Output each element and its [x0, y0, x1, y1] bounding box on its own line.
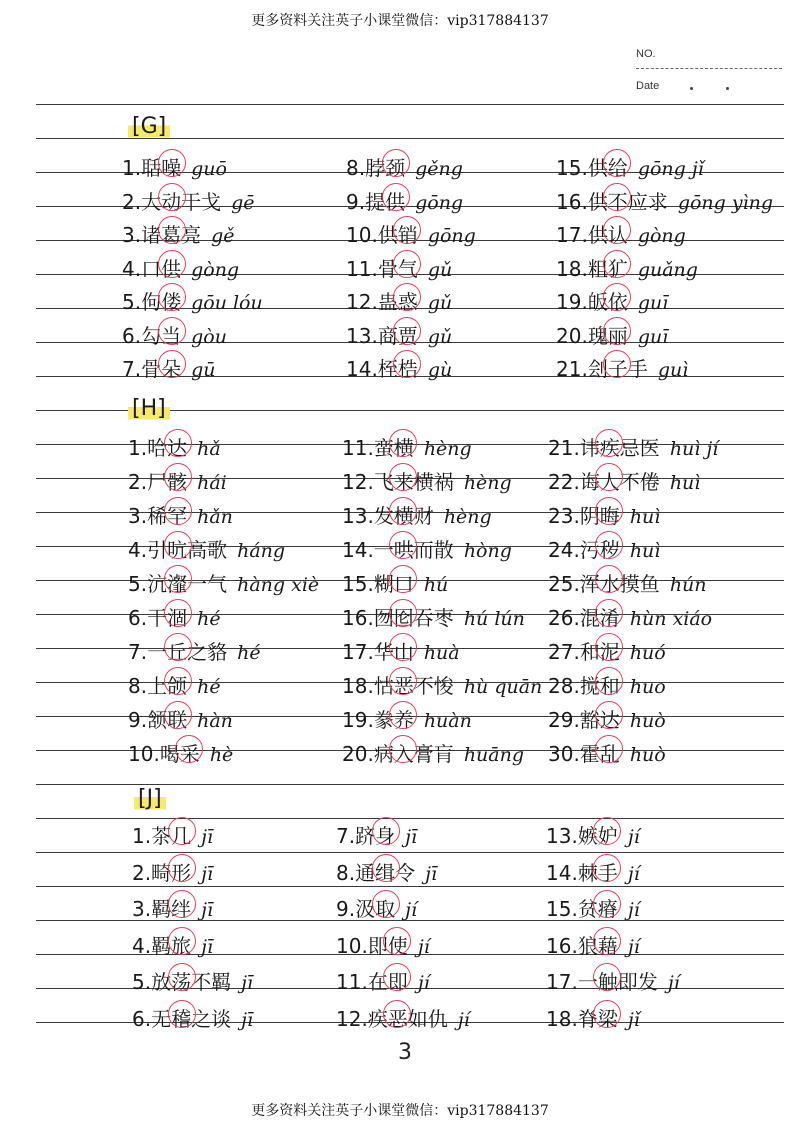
entry-number: 21.: [548, 436, 580, 460]
entry-pinyin: huì: [629, 506, 661, 528]
word-entry: [128, 500, 233, 529]
word-entry: [556, 219, 686, 248]
date-dot: [726, 87, 729, 90]
entry-number: 27.: [548, 640, 580, 664]
entry-pinyin: hé: [197, 676, 221, 698]
word-entry: [128, 432, 221, 461]
entry-number: 11.: [342, 436, 374, 460]
entry-number: 3.: [132, 897, 152, 921]
word-entry: [132, 893, 213, 922]
entry-number: 20.: [556, 323, 588, 348]
entry-pinyin: huì: [669, 472, 701, 494]
entry-number: 5.: [122, 290, 142, 314]
word-entry: [336, 1003, 470, 1032]
entry-word: 桎梏: [377, 357, 418, 381]
word-entry: [132, 1003, 253, 1032]
word-entry: [556, 152, 704, 181]
entry-number: 18.: [342, 674, 374, 698]
entry-pinyin: hǎn: [197, 506, 233, 528]
entry-number: 19.: [342, 708, 374, 732]
entry-number: 15.: [342, 572, 374, 596]
entry-word: 华山: [373, 640, 414, 664]
word-entry: [546, 893, 640, 922]
ruled-line: [36, 852, 784, 853]
entry-pinyin: hùn xiáo: [629, 608, 713, 630]
entry-number: 20.: [342, 742, 374, 766]
entry-word: 棘手: [577, 860, 618, 885]
entry-word: 茶几: [151, 824, 192, 848]
word-entry: [556, 320, 668, 349]
entry-number: 29.: [548, 708, 580, 732]
entry-number: 5.: [128, 572, 148, 596]
entry-word: 哈达: [147, 436, 188, 460]
entry-number: 13.: [346, 323, 378, 348]
word-entry: [122, 152, 227, 181]
entry-word: 商贾: [377, 323, 418, 348]
entry-pinyin: huàn: [423, 710, 472, 732]
entry-word: 诲人不倦: [579, 470, 660, 494]
entry-pinyin: huà: [423, 642, 460, 664]
word-entry: [556, 353, 688, 382]
word-entry: [132, 930, 213, 959]
entry-number: 4.: [132, 933, 152, 958]
entry-pinyin: gōng: [427, 225, 476, 247]
page-number: 3: [398, 1040, 412, 1065]
entry-word: 糊口: [373, 572, 414, 596]
entry-number: 14.: [342, 538, 374, 562]
entry-word: 供给: [587, 156, 628, 180]
word-entry: [548, 534, 660, 563]
entry-word: 蛮横: [373, 436, 414, 460]
entry-pinyin: jī: [241, 1008, 254, 1031]
word-entry: [548, 670, 666, 699]
entry-word: 粗犷: [587, 256, 628, 281]
entry-pinyin: gǔ: [427, 292, 453, 314]
entry-word: 上颌: [147, 674, 188, 698]
entry-word: 稀罕: [147, 504, 188, 528]
entry-pinyin: hé: [197, 608, 221, 630]
entry-word: 羁旅: [151, 933, 192, 958]
entry-pinyin: huò: [629, 744, 666, 766]
entry-pinyin: hún: [669, 574, 707, 596]
entry-number: 7.: [336, 824, 356, 848]
word-entry: [548, 568, 707, 597]
entry-number: 5.: [132, 970, 152, 994]
entry-word: 勾当: [141, 323, 182, 348]
word-entry: [346, 152, 463, 181]
entry-pinyin: gě: [211, 225, 235, 247]
entry-number: 6.: [128, 606, 148, 630]
entry-number: 11.: [336, 970, 368, 994]
entry-number: 6.: [122, 323, 142, 348]
word-entry: [556, 253, 698, 282]
entry-pinyin: hái: [197, 472, 227, 494]
entry-pinyin: hù quān: [463, 676, 543, 698]
ruled-line: [36, 784, 784, 785]
word-entry: [346, 286, 452, 315]
entry-number: 13.: [342, 504, 374, 528]
watermark-top: 更多资料关注英子小课堂微信：vip317884137: [251, 13, 549, 29]
entry-pinyin: guī: [637, 292, 669, 314]
entry-pinyin: gěng: [415, 158, 463, 180]
word-entry: [336, 893, 417, 922]
entry-word: 讳疾忌医: [579, 436, 660, 460]
entry-pinyin: guǎng: [637, 258, 698, 281]
word-entry: [128, 636, 261, 665]
entry-word: 干涸: [147, 606, 188, 630]
entry-pinyin: gù: [427, 359, 453, 381]
entry-number: 17.: [342, 640, 374, 664]
word-entry: [122, 253, 239, 282]
entry-word: 瑰丽: [587, 323, 628, 348]
entry-number: 26.: [548, 606, 580, 630]
entry-pinyin: guì: [657, 359, 689, 381]
entry-pinyin: jī: [241, 972, 254, 994]
word-entry: [128, 670, 221, 699]
entry-number: 14.: [346, 357, 378, 381]
entry-pinyin: jī: [425, 862, 438, 885]
entry-word: 口供: [141, 256, 182, 281]
entry-number: 8.: [336, 860, 356, 885]
word-entry: [548, 466, 700, 495]
word-entry: [122, 219, 235, 248]
entry-number: 8.: [128, 674, 148, 698]
entry-pinyin: gōng: [415, 191, 464, 214]
watermark-bottom: 更多资料关注英子小课堂微信：vip317884137: [251, 1103, 549, 1119]
entry-number: 12.: [346, 290, 378, 314]
entry-number: 3.: [128, 504, 148, 528]
entry-number: 16.: [556, 189, 588, 214]
entry-pinyin: huò: [629, 710, 666, 732]
word-entry: [132, 820, 213, 849]
entry-pinyin: gòng: [191, 258, 240, 281]
entry-word: 浑水摸鱼: [579, 572, 660, 596]
word-entry: [342, 466, 512, 495]
entry-word: 脖颈: [365, 156, 406, 180]
section-label-g: [G]: [128, 114, 170, 139]
entry-word: 怙恶不悛: [373, 674, 454, 698]
entry-pinyin: huì jí: [669, 438, 719, 460]
entry-word: 疾恶如仇: [367, 1006, 448, 1031]
entry-pinyin: huó: [629, 642, 666, 664]
entry-pinyin: jī: [201, 826, 214, 848]
entry-number: 21.: [556, 357, 588, 381]
entry-word: 阴晦: [579, 504, 620, 528]
word-entry: [346, 186, 463, 215]
entry-number: 19.: [556, 290, 588, 314]
word-entry: [336, 966, 430, 995]
entry-word: 病入膏肓: [373, 742, 454, 766]
entry-pinyin: hàn: [197, 710, 233, 732]
entry-pinyin: jī: [201, 862, 214, 885]
word-entry: [546, 1003, 640, 1032]
entry-word: 颔联: [147, 708, 188, 732]
entry-number: 10.: [336, 933, 368, 958]
entry-number: 15.: [556, 156, 588, 180]
entry-word: 一哄而散: [373, 538, 454, 562]
entry-number: 17.: [556, 223, 588, 247]
entry-number: 4.: [122, 256, 142, 281]
ruled-line: [36, 886, 784, 887]
entry-number: 14.: [546, 860, 578, 885]
entry-pinyin: gǔ: [427, 258, 453, 281]
word-entry: [336, 857, 437, 886]
word-entry: [548, 602, 712, 631]
word-entry: [342, 432, 472, 461]
entry-number: 1.: [128, 436, 148, 460]
ruled-line: [36, 104, 784, 105]
word-entry: [548, 636, 666, 665]
entry-pinyin: hòng: [463, 540, 512, 562]
entry-pinyin: hèng: [443, 506, 492, 528]
entry-word: 聒噪: [141, 156, 182, 180]
entry-word: 通缉令: [355, 860, 416, 885]
entry-pinyin: jí: [405, 899, 418, 921]
word-entry: [132, 966, 253, 995]
entry-number: 2.: [128, 470, 148, 494]
entry-pinyin: gōu lóu: [191, 292, 263, 314]
word-entry: [548, 500, 660, 529]
entry-number: 1.: [122, 156, 142, 180]
entry-word: 跻身: [355, 824, 396, 848]
word-entry: [346, 353, 452, 382]
entry-pinyin: gòu: [191, 325, 227, 348]
word-entry: [346, 219, 476, 248]
word-entry: [556, 186, 773, 215]
entry-pinyin: huì: [629, 540, 661, 562]
section-label-j: [J]: [134, 786, 166, 811]
entry-pinyin: gōng yìng: [677, 191, 774, 214]
word-entry: [548, 432, 718, 461]
entry-word: 在即: [367, 970, 408, 994]
entry-number: 22.: [548, 470, 580, 494]
word-entry: [546, 966, 680, 995]
entry-number: 7.: [128, 640, 148, 664]
section-label-h: [H]: [128, 396, 170, 421]
word-entry: [336, 930, 430, 959]
entry-word: 供不应求: [587, 189, 668, 214]
entry-number: 12.: [342, 470, 374, 494]
entry-word: 豢养: [373, 708, 414, 732]
header-date-label: Date: [636, 80, 660, 92]
word-entry: [556, 286, 668, 315]
entry-pinyin: gǔ: [427, 325, 453, 348]
word-entry: [342, 500, 492, 529]
entry-word: 骨气: [377, 256, 418, 281]
word-entry: [342, 568, 448, 597]
entry-word: 污秽: [579, 538, 620, 562]
entry-pinyin: jí: [417, 935, 430, 958]
entry-pinyin: jí: [627, 899, 640, 921]
entry-word: 无稽之谈: [151, 1006, 232, 1031]
word-entry: [128, 738, 233, 767]
word-entry: [546, 930, 640, 959]
word-entry: [342, 534, 512, 563]
word-entry: [122, 320, 227, 349]
entry-pinyin: hàng xiè: [237, 574, 320, 596]
entry-number: 15.: [546, 897, 578, 921]
word-entry: [342, 636, 460, 665]
word-entry: [122, 286, 263, 315]
entry-word: 霍乱: [579, 742, 620, 766]
entry-word: 尸骸: [147, 470, 188, 494]
word-entry: [122, 186, 255, 215]
entry-number: 23.: [548, 504, 580, 528]
entry-pinyin: guō: [191, 158, 227, 180]
entry-word: 蛊惑: [377, 290, 418, 314]
entry-pinyin: jí: [667, 972, 680, 994]
entry-number: 4.: [128, 538, 148, 562]
entry-number: 2.: [132, 860, 152, 885]
ruled-line: [36, 818, 784, 819]
word-entry: [546, 820, 640, 849]
entry-word: 和泥: [579, 640, 620, 664]
entry-word: 大动干戈: [141, 189, 222, 214]
entry-pinyin: jí: [457, 1008, 470, 1031]
no-dashed-line: [636, 68, 782, 69]
entry-number: 10.: [128, 742, 160, 766]
entry-word: 供认: [587, 223, 628, 247]
entry-number: 6.: [132, 1006, 152, 1031]
entry-word: 发横财: [373, 504, 434, 528]
entry-word: 脊梁: [577, 1006, 618, 1031]
entry-word: 嫉妒: [577, 824, 618, 848]
entry-word: 一触即发: [577, 970, 658, 994]
entry-number: 30.: [548, 742, 580, 766]
word-entry: [342, 704, 472, 733]
word-entry: [548, 704, 666, 733]
entry-pinyin: huāng: [463, 744, 525, 766]
entry-pinyin: hèng: [463, 472, 512, 494]
entry-number: 3.: [122, 223, 142, 247]
entry-number: 12.: [336, 1006, 368, 1031]
entry-word: 皈依: [587, 290, 628, 314]
entry-word: 沆瀣一气: [147, 572, 228, 596]
entry-pinyin: háng: [237, 540, 286, 562]
entry-word: 羁绊: [151, 897, 192, 921]
word-entry: [346, 320, 452, 349]
entry-pinyin: gē: [231, 191, 255, 214]
entry-number: 18.: [546, 1006, 578, 1031]
entry-pinyin: gòng: [637, 225, 686, 247]
entry-word: 贫瘠: [577, 897, 618, 921]
word-entry: [128, 704, 233, 733]
entry-pinyin: hè: [209, 744, 234, 766]
entry-pinyin: huo: [629, 676, 666, 698]
entry-word: 汲取: [355, 897, 396, 921]
entry-pinyin: jī: [201, 935, 214, 958]
entry-word: 囫囵吞枣: [373, 606, 454, 630]
word-entry: [122, 353, 216, 382]
date-dot: [690, 87, 693, 90]
entry-word: 骨朵: [141, 357, 182, 381]
word-entry: [548, 738, 666, 767]
entry-number: 7.: [122, 357, 142, 381]
entry-number: 25.: [548, 572, 580, 596]
entry-pinyin: jí: [627, 935, 640, 958]
entry-number: 17.: [546, 970, 578, 994]
entry-pinyin: hé: [237, 642, 261, 664]
entry-number: 8.: [346, 156, 366, 180]
entry-number: 9.: [336, 897, 356, 921]
entry-pinyin: jí: [627, 862, 640, 885]
entry-word: 一丘之貉: [147, 640, 228, 664]
word-entry: [132, 857, 213, 886]
entry-number: 11.: [346, 256, 378, 281]
entry-pinyin: hǎ: [197, 438, 221, 460]
entry-word: 豁达: [579, 708, 620, 732]
word-entry: [128, 568, 319, 597]
entry-pinyin: hú lún: [463, 608, 525, 630]
entry-pinyin: jǐ: [627, 1008, 640, 1031]
entry-word: 引吭高歌: [147, 538, 228, 562]
entry-word: 畸形: [151, 860, 192, 885]
entry-number: 10.: [346, 223, 378, 247]
entry-word: 飞来横祸: [373, 470, 454, 494]
entry-number: 28.: [548, 674, 580, 698]
entry-word: 供销: [377, 223, 418, 247]
word-entry: [342, 738, 524, 767]
entry-word: 混淆: [579, 606, 620, 630]
entry-word: 刽子手: [587, 357, 648, 381]
entry-word: 搅和: [579, 674, 620, 698]
entry-number: 9.: [346, 189, 366, 214]
word-entry: [346, 253, 452, 282]
entry-word: 狼藉: [577, 933, 618, 958]
word-entry: [342, 670, 542, 699]
entry-pinyin: guī: [637, 325, 669, 348]
entry-pinyin: gū: [191, 359, 216, 381]
word-entry: [128, 602, 221, 631]
word-entry: [128, 466, 227, 495]
entry-number: 16.: [546, 933, 578, 958]
entry-word: 诸葛亮: [141, 223, 202, 247]
entry-number: 9.: [128, 708, 148, 732]
entry-word: 提供: [365, 189, 406, 214]
entry-pinyin: jī: [201, 899, 214, 921]
entry-word: 即使: [367, 933, 408, 958]
word-entry: [128, 534, 285, 563]
entry-number: 24.: [548, 538, 580, 562]
entry-word: 佝偻: [141, 290, 182, 314]
entry-pinyin: hú: [423, 574, 449, 596]
entry-number: 13.: [546, 824, 578, 848]
entry-word: 放荡不羁: [151, 970, 232, 994]
entry-pinyin: jí: [417, 972, 430, 994]
word-entry: [336, 820, 417, 849]
word-entry: [546, 857, 640, 886]
entry-number: 1.: [132, 824, 152, 848]
entry-number: 2.: [122, 189, 142, 214]
entry-pinyin: gōng jǐ: [637, 158, 704, 180]
word-entry: [342, 602, 525, 631]
entry-pinyin: jī: [405, 826, 418, 848]
entry-word: 喝采: [159, 742, 200, 766]
entry-number: 16.: [342, 606, 374, 630]
entry-pinyin: jí: [627, 826, 640, 848]
header-no-label: NO.: [636, 48, 656, 60]
entry-pinyin: hèng: [423, 438, 472, 460]
entry-number: 18.: [556, 256, 588, 281]
